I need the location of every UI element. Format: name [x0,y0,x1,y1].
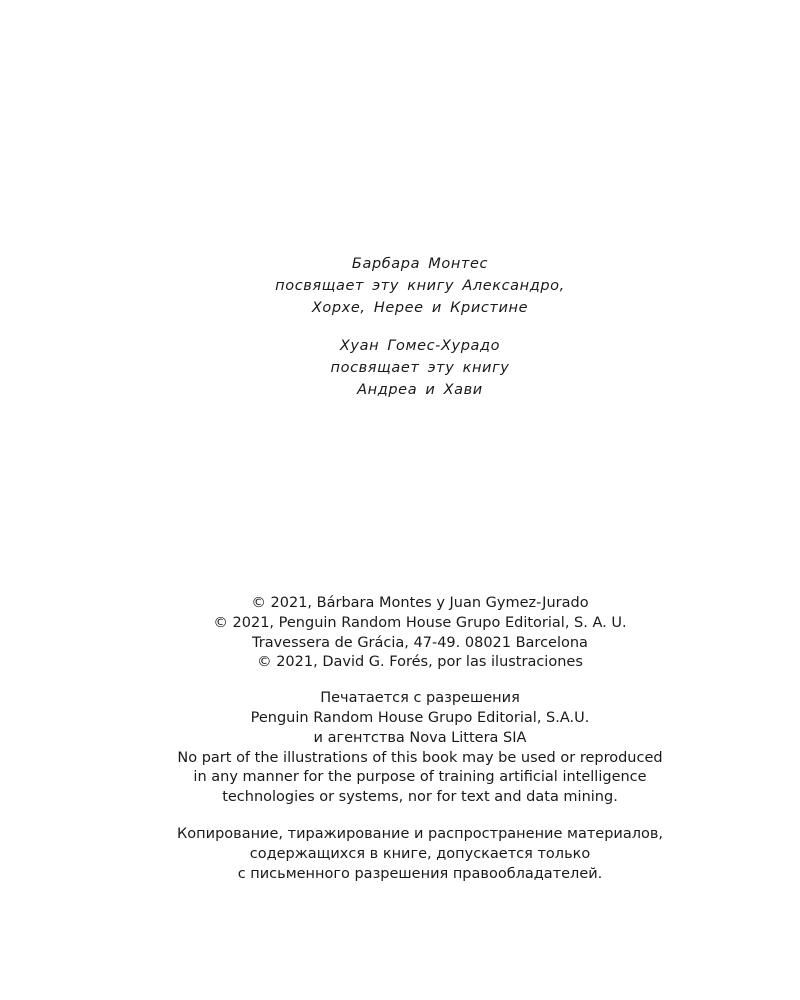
copyright-line: © 2021, David G. Forés, por las ilustraciones [257,654,583,671]
copyright-line: Travessera de Grácia, 47-49. 08021 Barcelona [252,634,588,651]
permission-block [0,689,800,808]
dedication-gomez-jurado [0,335,800,401]
dedication [0,253,800,401]
dedication-line: Хуан Гомес-Хурадо [339,338,501,354]
permission-line: in any manner for the purpose of training artificial intelligence [193,769,647,786]
permission-line: Печатается с разрешения [320,690,520,707]
rights-notice-line: содержащихся в книге, допускается только [249,845,591,862]
copyright-line: © 2021, Penguin Random House Grupo Editorial, S. A. U. [213,614,627,631]
rights-notice-line: с письменного разрешения правообладателей. [237,865,603,882]
dedication-montes [0,253,800,319]
rights-notice-line: Копирование, тиражирование и распространение материалов, [177,825,663,842]
permission-line: Penguin Random House Grupo Editorial, S.A.U. [250,709,590,726]
copyright-block [0,594,800,673]
dedication-line: Барбара Монтес [351,256,489,272]
dedication-line: посвящает эту книгу Александро, [275,278,565,294]
imprint [0,594,800,884]
dedication-line: Андреа и Хави [357,382,483,398]
copyright-line: © 2021, Bárbara Montes y Juan Gymez-Jurado [251,595,589,611]
permission-line: technologies or systems, nor for text and data mining. [222,789,618,806]
permission-line: No part of the illustrations of this book may be used or reproduced [177,749,663,766]
permission-line: и агентства Nova Littera SIA [313,729,527,746]
dedication-line: посвящает эту книгу [330,360,510,376]
dedication-line: Хорхе, Нерее и Кристине [311,300,529,316]
rights-notice-block [0,825,800,884]
